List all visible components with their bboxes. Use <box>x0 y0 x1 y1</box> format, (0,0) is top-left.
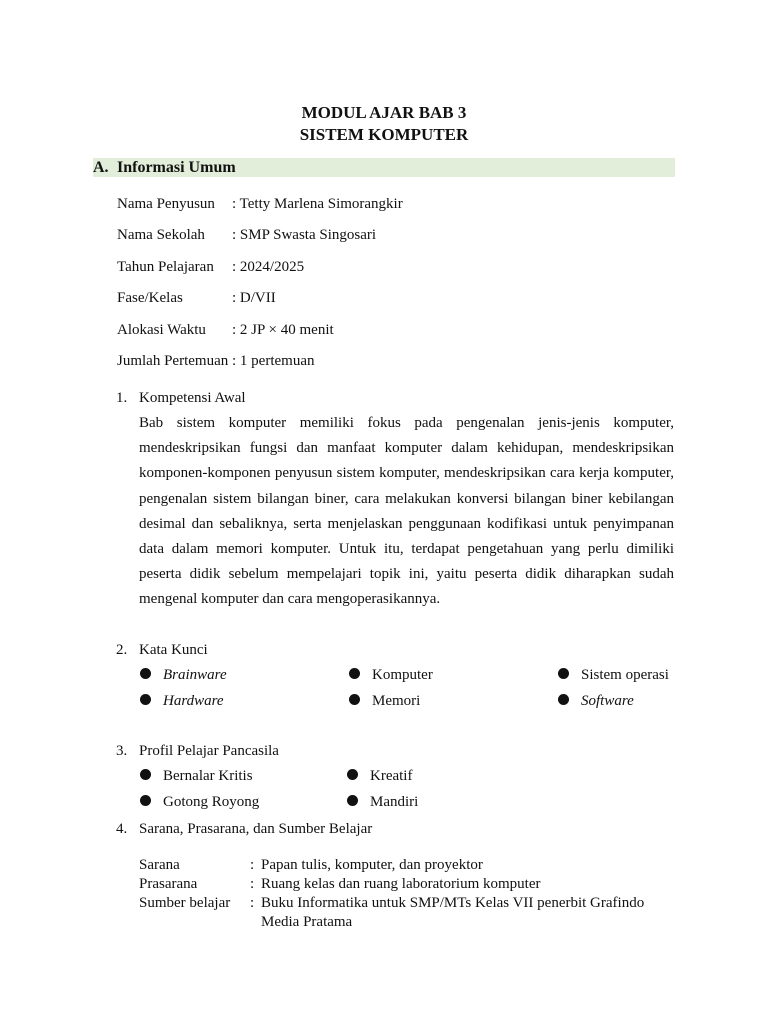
resource-value: Ruang kelas dan ruang laboratorium komputer <box>261 876 541 892</box>
bullet-dot-icon <box>140 769 151 780</box>
item-heading: Kompetensi Awal <box>139 390 246 406</box>
item-number: 4. <box>116 821 128 837</box>
resource-key: Sumber belajar <box>139 895 231 911</box>
bullet-dot-icon <box>558 694 569 705</box>
bullet-dot-icon <box>347 795 358 806</box>
keyword-text: Memori <box>372 693 421 709</box>
section-a-label: Informasi Umum <box>117 159 236 176</box>
item-heading: Kata Kunci <box>139 642 208 658</box>
item-number: 2. <box>116 642 128 658</box>
info-value: : D/VII <box>232 290 276 306</box>
resource-colon: : <box>250 895 255 911</box>
profile-text: Mandiri <box>370 794 419 810</box>
item-number: 3. <box>116 743 128 759</box>
kompetensi-awal-paragraph <box>139 411 674 613</box>
keyword-text: Komputer <box>372 667 433 683</box>
bullet-dot-icon <box>140 795 151 806</box>
info-value: : 2 JP × 40 menit <box>232 322 334 338</box>
resource-value: Buku Informatika untuk SMP/MTs Kelas VII penerbit Grafindo Media Pratama <box>261 895 645 930</box>
info-key: Nama Sekolah <box>117 227 205 243</box>
profile-text: Kreatif <box>370 768 413 784</box>
resource-value: Papan tulis, komputer, dan proyektor <box>261 857 483 873</box>
item-heading: Profil Pelajar Pancasila <box>139 743 279 759</box>
keyword-text: Brainware <box>163 667 227 683</box>
bullet-dot-icon <box>349 668 360 679</box>
bullet-dot-icon <box>140 668 151 679</box>
info-key: Tahun Pelajaran <box>117 259 214 275</box>
item-heading: Sarana, Prasarana, dan Sumber Belajar <box>139 821 373 837</box>
resource-colon: : <box>250 857 255 873</box>
resource-key: Sarana <box>139 857 180 873</box>
section-a-letter: A. <box>93 159 109 176</box>
profile-text: Gotong Royong <box>163 794 260 810</box>
info-value: : 2024/2025 <box>232 259 305 275</box>
profile-text: Bernalar Kritis <box>163 768 253 784</box>
kompetensi-awal-text: Bab sistem komputer memiliki fokus pada pengenalan jenis-jenis komputer, mendeskripsikan fungsi dan manfaat komputer dalam kehidupan, mendeskripsikan komponen-komponen penyusun sistem komputer, mendeskripsikan cara kerja komputer, pengenalan sistem bilangan biner, cara melakukan konversi bilangan biner kebilangan desimal dan sebaliknya, serta menjelaskan penggunaan kodifikasi untuk penyimpanan data dalam memori komputer. Untuk itu, terdapat pengetahuan yang perlu dimiliki peserta didik sebelum mempelajari topik ini, yaitu peserta didik diharapkan sudah mengenal komputer dan cara mengoperasikannya. <box>139 415 674 608</box>
keyword-text: Sistem operasi <box>581 667 669 683</box>
info-value: : Tetty Marlena Simorangkir <box>232 196 403 212</box>
document-title-line2: SISTEM KOMPUTER <box>299 125 469 144</box>
keyword-text: Hardware <box>163 693 224 709</box>
bullet-dot-icon <box>349 694 360 705</box>
bullet-dot-icon <box>140 694 151 705</box>
resource-colon: : <box>250 876 255 892</box>
info-key: Alokasi Waktu <box>117 322 206 338</box>
info-key: Nama Penyusun <box>117 196 215 212</box>
info-key: Jumlah Pertemuan <box>117 353 229 369</box>
bullet-dot-icon <box>558 668 569 679</box>
info-key: Fase/Kelas <box>117 290 183 306</box>
section-a-heading <box>93 158 675 177</box>
item-number: 1. <box>116 390 128 406</box>
keyword-text: Software <box>581 693 634 709</box>
info-value: : SMP Swasta Singosari <box>232 227 377 243</box>
bullet-dot-icon <box>347 769 358 780</box>
info-value: : 1 pertemuan <box>232 353 315 369</box>
document-title-line1: MODUL AJAR BAB 3 <box>301 103 467 122</box>
resource-key: Prasarana <box>139 876 198 892</box>
